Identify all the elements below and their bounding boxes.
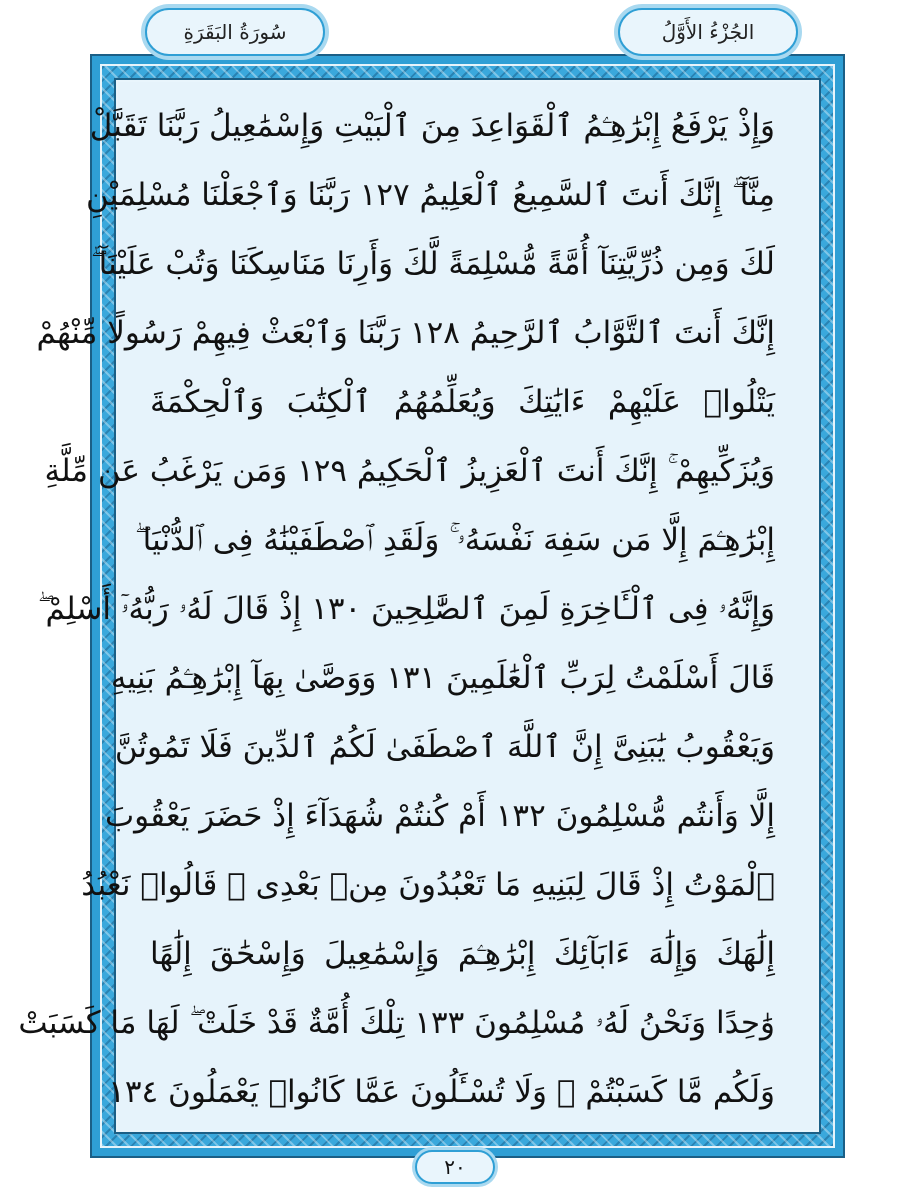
text-line: مِنَّآ ۖ إِنَّكَ أَنتَ ٱلسَّمِيعُ ٱلْعَلِيمُ ١٢٧ رَبَّنَا وَٱجْعَلْنَا مُسْلِمَيْنِ — [86, 177, 775, 213]
page-number: ٢٠ — [444, 1155, 466, 1179]
text-line: وَإِذْ يَرْفَعُ إِبْرَٰهِـۧمُ ٱلْقَوَاعِدَ مِنَ ٱلْبَيْتِ وَإِسْمَٰعِيلُ رَبَّنَا تَقَبَّلْ — [89, 108, 775, 144]
text-line: لَكَ وَمِن ذُرِّيَّتِنَآ أُمَّةً مُّسْلِمَةً لَّكَ وَأَرِنَا مَنَاسِكَنَا وَتُبْ عَلَيْنَآ ۖ — [90, 246, 775, 282]
text-line: وَيُزَكِّيهِمْ ۚ إِنَّكَ أَنتَ ٱلْعَزِيزُ ٱلْحَكِيمُ ١٢٩ وَمَن يَرْغَبُ عَن مِّلَّةِ — [44, 453, 775, 489]
text-line: يَتْلُوا۟ عَلَيْهِمْ ءَايَٰتِكَ وَيُعَلِّمُهُمُ ٱلْكِتَٰبَ وَٱلْحِكْمَةَ — [150, 384, 775, 420]
text-line: إِلَّا وَأَنتُم مُّسْلِمُونَ ١٣٢ أَمْ كُنتُمْ شُهَدَآءَ إِذْ حَضَرَ يَعْقُوبَ — [104, 798, 775, 834]
text-line: وَلَكُم مَّا كَسَبْتُمْ ۖ وَلَا تُسْـَٔلُونَ عَمَّا كَانُوا۟ يَعْمَلُونَ ١٣٤ — [108, 1074, 775, 1110]
text-line: وَٰحِدًا وَنَحْنُ لَهُۥ مُسْلِمُونَ ١٣٣ تِلْكَ أُمَّةٌ قَدْ خَلَتْ ۖ لَهَا مَا كَسَبَتْ — [18, 1005, 775, 1041]
juz-title: الجُزْءُ الأَوَّلُ — [661, 20, 755, 44]
text-line: قَالَ أَسْلَمْتُ لِرَبِّ ٱلْعَٰلَمِينَ ١٣١ وَوَصَّىٰ بِهَآ إِبْرَٰهِـۧمُ بَنِيهِ — [110, 660, 775, 696]
text-line: ٱلْمَوْتُ إِذْ قَالَ لِبَنِيهِ مَا تَعْبُدُونَ مِنۢ بَعْدِى ۖ قَالُوا۟ نَعْبُدُ — [81, 867, 775, 903]
juz-header — [618, 8, 798, 56]
verse-text — [18, 92, 775, 1127]
page-number-badge — [415, 1150, 495, 1184]
text-line: وَإِنَّهُۥ فِى ٱلْـَٔاخِرَةِ لَمِنَ ٱلصَّٰلِحِينَ ١٣٠ إِذْ قَالَ لَهُۥ رَبُّهُۥٓ أَسْلِمْ ۖ — [37, 591, 775, 627]
text-line: وَيَعْقُوبُ يَٰبَنِىَّ إِنَّ ٱللَّهَ ٱصْطَفَىٰ لَكُمُ ٱلدِّينَ فَلَا تَمُوتُنَّ — [114, 729, 775, 765]
surah-header — [145, 8, 325, 56]
text-line: إِلَٰهَكَ وَإِلَٰهَ ءَابَآئِكَ إِبْرَٰهِـۧمَ وَإِسْمَٰعِيلَ وَإِسْحَٰقَ إِلَٰهًا — [150, 936, 775, 972]
text-line: إِبْرَٰهِـۧمَ إِلَّا مَن سَفِهَ نَفْسَهُۥ ۚ وَلَقَدِ ٱصْطَفَيْنَٰهُ فِى ٱلدُّنْيَا ۖ — [134, 522, 775, 558]
text-line: إِنَّكَ أَنتَ ٱلتَّوَّابُ ٱلرَّحِيمُ ١٢٨ رَبَّنَا وَٱبْعَثْ فِيهِمْ رَسُولًا مِّنْهُمْ — [36, 315, 775, 351]
surah-title: سُورَةُ البَقَرَةِ — [183, 20, 287, 44]
